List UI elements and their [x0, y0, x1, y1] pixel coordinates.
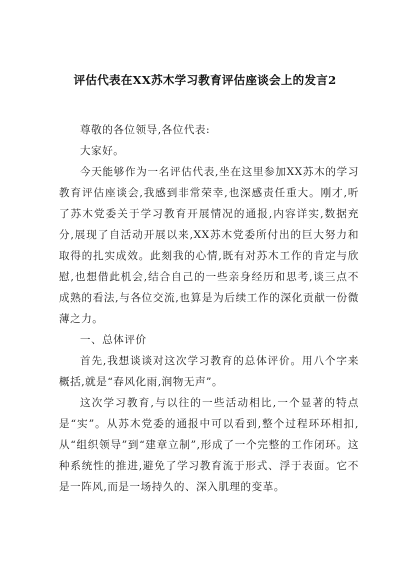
document-body [59, 120, 359, 498]
paragraph-greeting: 大家好。 [80, 145, 125, 157]
paragraph-intro: 今天能够作为一名评估代表,坐在这里参加XX苏木的学习教育评估座谈会,我感到非常荣幸,也深感责任重大。刚才,听了苏木党委关于学习教育开展情况的通报,内容详实,数据充分,展现了自活动开展以来,XX苏木党委所付出的巨大努力和取得的扎实成效。此刻我的心情,既有对苏木工作的肯定与欣慰,也想借此机会,结合自己的一些亲身经历和思考,谈三点不成熟的看法,与各位交流,也算是为后续工作的深化贡献一份微薄之力。 [59, 166, 359, 325]
paragraph-evaluation: 首先,我想谈谈对这次学习教育的总体评价。用八个字来概括,就是“春风化雨,润物无声”。 [59, 355, 359, 388]
document-title: 评估代表在XX苏木学习教育评估座谈会上的发言2 [73, 73, 337, 87]
paragraph-feature: 这次学习教育,与以往的一些活动相比,一个显著的特点是“实”。从苏木党委的通报中可以看到,整个过程环环相扣,从“组织领导”到“建章立制”,形成了一个完整的工作闭环。这种系统性的推进,避免了学习教育流于形式、浮于表面。它不是一阵风,而是一场持久的、深入肌理的变革。 [59, 397, 359, 493]
section-heading: 一、总体评价 [80, 334, 147, 346]
paragraph-salutation: 尊敬的各位领导,各位代表: [80, 124, 211, 136]
